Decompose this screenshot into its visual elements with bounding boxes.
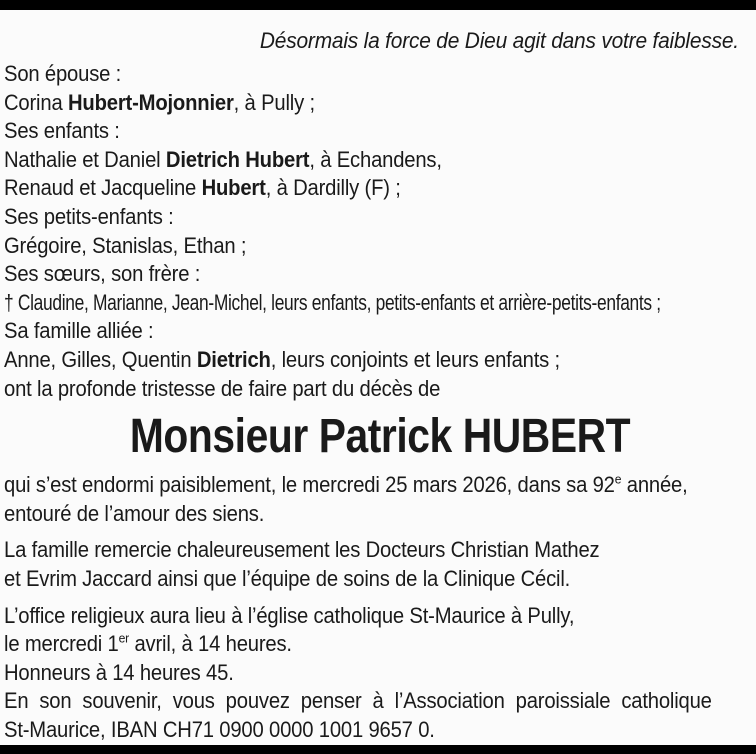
notice-line: [4, 117, 696, 146]
notice-line: [4, 500, 696, 529]
notice-line: [4, 60, 696, 89]
text-segment: ont la profonde tristesse de faire part du décès de: [4, 375, 441, 401]
text-segment: Ses petits-enfants :: [4, 203, 174, 229]
notice-line: [4, 89, 696, 118]
text-segment: Ses enfants :: [4, 118, 120, 144]
notice-line: [4, 471, 696, 500]
text-segment: année,: [621, 472, 688, 498]
text-segment: Anne, Gilles, Quentin: [4, 346, 197, 372]
notice-line: [4, 375, 696, 404]
text-segment: Son épouse :: [4, 61, 122, 86]
text-segment: Ses sœurs, son frère :: [4, 261, 201, 287]
notice-line: [4, 203, 696, 232]
text-segment: Corina: [4, 89, 68, 115]
notice-line: [4, 630, 696, 659]
notice-line: [4, 565, 696, 594]
text-segment: Nathalie et Daniel: [4, 146, 166, 172]
notice-line: [4, 659, 696, 688]
surname-emphasis: Dietrich Hubert: [165, 146, 310, 172]
notice-line: [4, 174, 696, 203]
notice-line: [4, 602, 696, 631]
surname-emphasis: Hubert: [201, 175, 266, 201]
surname-emphasis: Dietrich: [196, 346, 271, 372]
family-list: [4, 60, 756, 403]
text-segment: et Evrim Jaccard ainsi que l’équipe de soins de la Clinique Cécil.: [4, 565, 571, 591]
text-segment: En son souvenir, vous pouvez penser à l’Association paroissiale catholique: [4, 688, 712, 714]
deceased-name-title: Monsieur Patrick HUBERT: [129, 410, 631, 464]
text-segment: Honneurs à 14 heures 45.: [4, 659, 234, 685]
ordinal-superscript: e: [614, 471, 622, 487]
ordinal-superscript: er: [118, 630, 130, 646]
notice-line: [4, 289, 661, 318]
text-segment: Grégoire, Stanislas, Ethan ;: [4, 232, 247, 258]
text-segment: Sa famille alliée :: [4, 318, 154, 344]
notice-line: [4, 232, 696, 261]
notice-line: [4, 346, 696, 375]
text-segment: La famille remercie chaleureusement les Docteurs Christian Mathez: [4, 537, 600, 563]
epigraph-quote: Désormais la force de Dieu agit dans votre faiblesse.: [259, 28, 739, 53]
text-segment: , à Pully ;: [233, 89, 315, 115]
notice-content: [0, 10, 756, 745]
text-segment: Renaud et Jacqueline: [4, 175, 202, 201]
notice-line: [4, 146, 696, 175]
notice-line: [4, 716, 696, 745]
notice-line: [4, 260, 696, 289]
bottom-rule: [0, 745, 756, 754]
text-segment: avril, à 14 heures.: [129, 631, 292, 657]
text-segment: le mercredi 1: [4, 631, 119, 657]
text-segment: L’office religieux aura lieu à l’église catholique St-Maurice à Pully,: [4, 602, 575, 628]
notice-line: [4, 687, 712, 716]
top-rule: [0, 0, 756, 10]
text-segment: † Claudine, Marianne, Jean-Michel, leurs enfants, petits-enfants et arrière-petits-enfants ;: [4, 289, 661, 315]
notice-line: [4, 536, 696, 565]
text-segment: qui s’est endormi paisiblement, le mercredi 25 mars 2026, dans sa 92: [4, 472, 615, 498]
notice-body: [4, 471, 756, 744]
text-segment: , leurs conjoints et leurs enfants ;: [270, 346, 560, 372]
surname-emphasis: Hubert-Mojonnier: [67, 89, 234, 115]
text-segment: , à Dardilly (F) ;: [265, 175, 401, 201]
text-segment: , à Echandens,: [309, 146, 442, 172]
text-segment: entouré de l’amour des siens.: [4, 500, 265, 526]
notice-line: [4, 317, 696, 346]
text-segment: St-Maurice, IBAN CH71 0900 0000 1001 9657 0.: [4, 716, 435, 742]
